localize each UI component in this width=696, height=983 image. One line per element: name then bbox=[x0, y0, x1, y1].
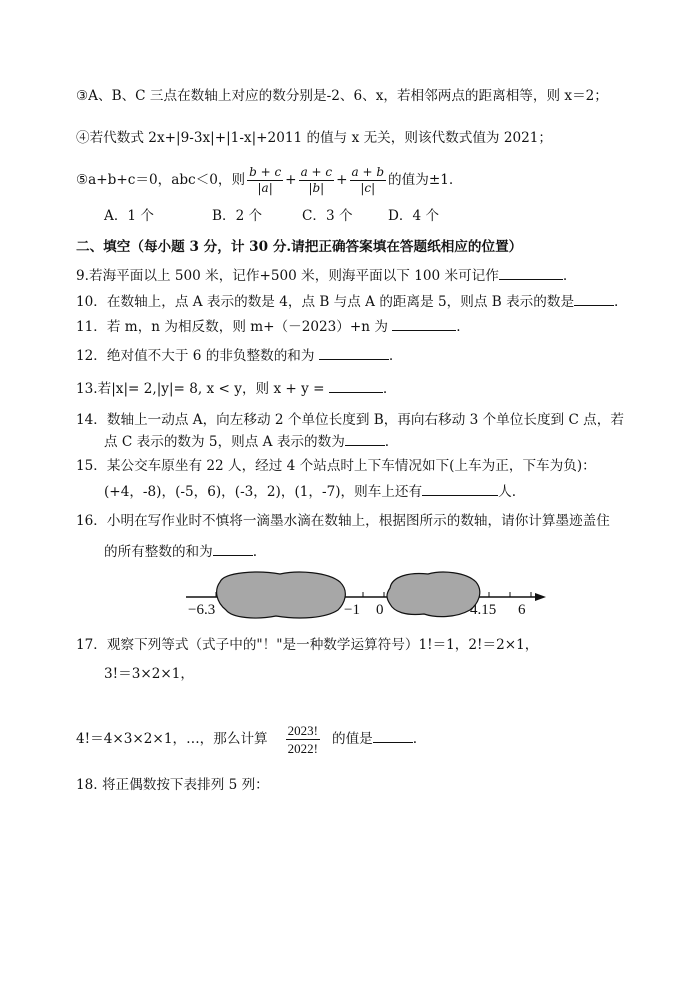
question-15-unit: 人. bbox=[498, 484, 517, 500]
axis-label: 6 bbox=[518, 602, 526, 618]
answer-blank[interactable] bbox=[499, 265, 563, 280]
answer-blank[interactable] bbox=[319, 345, 389, 360]
question-17-prefix: 4!＝4×3×2×1，…，那么计算 bbox=[76, 731, 268, 747]
question-15-line-1: 15．某公交车原坐有 22 人，经过 4 个站点时上下车情况如下(上车为正，下车为负)： bbox=[76, 458, 596, 474]
answer-blank[interactable] bbox=[213, 541, 253, 556]
question-16-text: 的所有整数的和为 bbox=[104, 544, 213, 560]
question-10-text: 10．在数轴上，点 A 表示的数是 4，点 B 与点 A 的距离是 5，则点 B 表示的数是 bbox=[76, 294, 575, 310]
statement-5-prefix: ⑤a+b+c＝0，abc＜0，则 bbox=[76, 172, 246, 188]
ink-blot-left bbox=[217, 572, 346, 618]
answer-blank[interactable] bbox=[373, 728, 413, 743]
axis-label: 0 bbox=[376, 602, 384, 618]
question-17-line-3: 4!＝4×3×2×1，…，那么计算 $\frac{2023!}{2022!}$ 的值是 . bbox=[76, 723, 418, 756]
statement-4: ④若代数式 2x+|9-3x|+|1-x|+2011 的值与 x 无关，则该代数式值为 2021； bbox=[76, 130, 553, 146]
question-15-line-2 bbox=[104, 481, 516, 502]
ink-blot-right bbox=[387, 572, 480, 617]
answer-blank[interactable] bbox=[392, 316, 456, 331]
question-18: 18. 将正偶数按下表排列 5 列： bbox=[76, 777, 269, 793]
question-9-text: 9.若海平面以上 500 米，记作+500 米，则海平面以下 100 米可记作 bbox=[76, 268, 499, 284]
fraction-1-numerator: b + c bbox=[249, 165, 282, 179]
question-14-line-1: 14．数轴上一动点 A，向左移动 2 个单位长度到 B，再向右移动 3 个单位长度到 C 点，若 bbox=[76, 412, 624, 428]
answer-blank[interactable] bbox=[329, 378, 383, 393]
option-c: C．3 个 bbox=[302, 208, 353, 224]
fraction-2-numerator: a + c bbox=[300, 165, 333, 179]
question-13-text: 13.若|x|= 2,|y|= 8, x < y，则 x + y = bbox=[76, 381, 325, 397]
factorial-fraction bbox=[286, 722, 320, 757]
plus-sign: + bbox=[336, 172, 348, 188]
axis-arrow-icon bbox=[535, 593, 546, 601]
plus-sign: + bbox=[285, 172, 297, 188]
fraction-2 bbox=[299, 165, 335, 196]
question-12: 12．绝对值不大于 6 的非负整数的和为 . bbox=[76, 345, 393, 366]
factorial-denominator: 2022! bbox=[287, 741, 318, 756]
question-11-text: 11．若 m，n 为相反数，则 m+（－2023）+n 为 bbox=[76, 319, 388, 335]
statement-5-suffix: 的值为±1. bbox=[388, 172, 454, 188]
answer-blank[interactable] bbox=[422, 481, 498, 496]
question-14-line-2: 点 C 表示的数为 5，则点 A 表示的数为 . bbox=[104, 431, 389, 452]
question-11: 11．若 m，n 为相反数，则 m+（－2023）+n 为 . bbox=[76, 316, 461, 337]
factorial-numerator: 2023! bbox=[287, 723, 318, 738]
fraction-1-denominator: |a| bbox=[247, 180, 283, 196]
fraction-1 bbox=[247, 165, 283, 196]
option-b: B．2 个 bbox=[212, 208, 263, 224]
fraction-3-numerator: a + b bbox=[351, 165, 385, 179]
statement-3: ③A、B、C 三点在数轴上对应的数分别是-2、6、x，若相邻两点的距离相等，则 x＝2； bbox=[76, 88, 608, 104]
option-d: D．4 个 bbox=[388, 208, 440, 224]
fraction-3 bbox=[350, 165, 387, 196]
question-16-line-1: 16．小明在写作业时不慎将一滴墨水滴在数轴上，根据图所示的数轴，请你计算墨迹盖住 bbox=[76, 513, 610, 529]
question-16-line-2: 的所有整数的和为 . bbox=[104, 541, 257, 562]
axis-label: −6.3 bbox=[188, 602, 216, 618]
fraction-2-denominator: |b| bbox=[299, 180, 335, 196]
axis-label: 4.15 bbox=[470, 602, 497, 618]
answer-blank[interactable] bbox=[574, 291, 614, 306]
number-line-figure bbox=[180, 566, 550, 622]
axis-label: −1 bbox=[344, 602, 360, 618]
question-17-suffix: 的值是 bbox=[331, 731, 373, 747]
answer-blank[interactable] bbox=[345, 431, 385, 446]
question-13: 13.若|x|= 2,|y|= 8, x < y，则 x + y = . bbox=[76, 378, 387, 399]
question-17-line-2: 3!＝3×2×1， bbox=[104, 666, 195, 682]
section-title: 二、填空（每小题 3 分，计 30 分.请把正确答案填在答题纸相应的位置） bbox=[76, 239, 523, 255]
option-a: A．1 个 bbox=[104, 208, 154, 224]
question-9: 9.若海平面以上 500 米，记作+500 米，则海平面以下 100 米可记作 . bbox=[76, 265, 567, 286]
statement-5 bbox=[76, 158, 453, 202]
question-14-text: 点 C 表示的数为 5，则点 A 表示的数为 bbox=[104, 434, 345, 450]
question-15-text: (+4，-8)，(-5，6)，(-3，2)，(1，-7)，则车上还有 bbox=[104, 484, 423, 500]
question-12-text: 12．绝对值不大于 6 的非负整数的和为 bbox=[76, 348, 315, 364]
question-10: 10．在数轴上，点 A 表示的数是 4，点 B 与点 A 的距离是 5，则点 B 表示的数是 . bbox=[76, 291, 618, 312]
question-17-line-1: 17．观察下列等式（式子中的"！"是一种数学运算符号）1!＝1，2!＝2×1， bbox=[76, 637, 539, 653]
fraction-3-denominator: |c| bbox=[350, 180, 387, 196]
